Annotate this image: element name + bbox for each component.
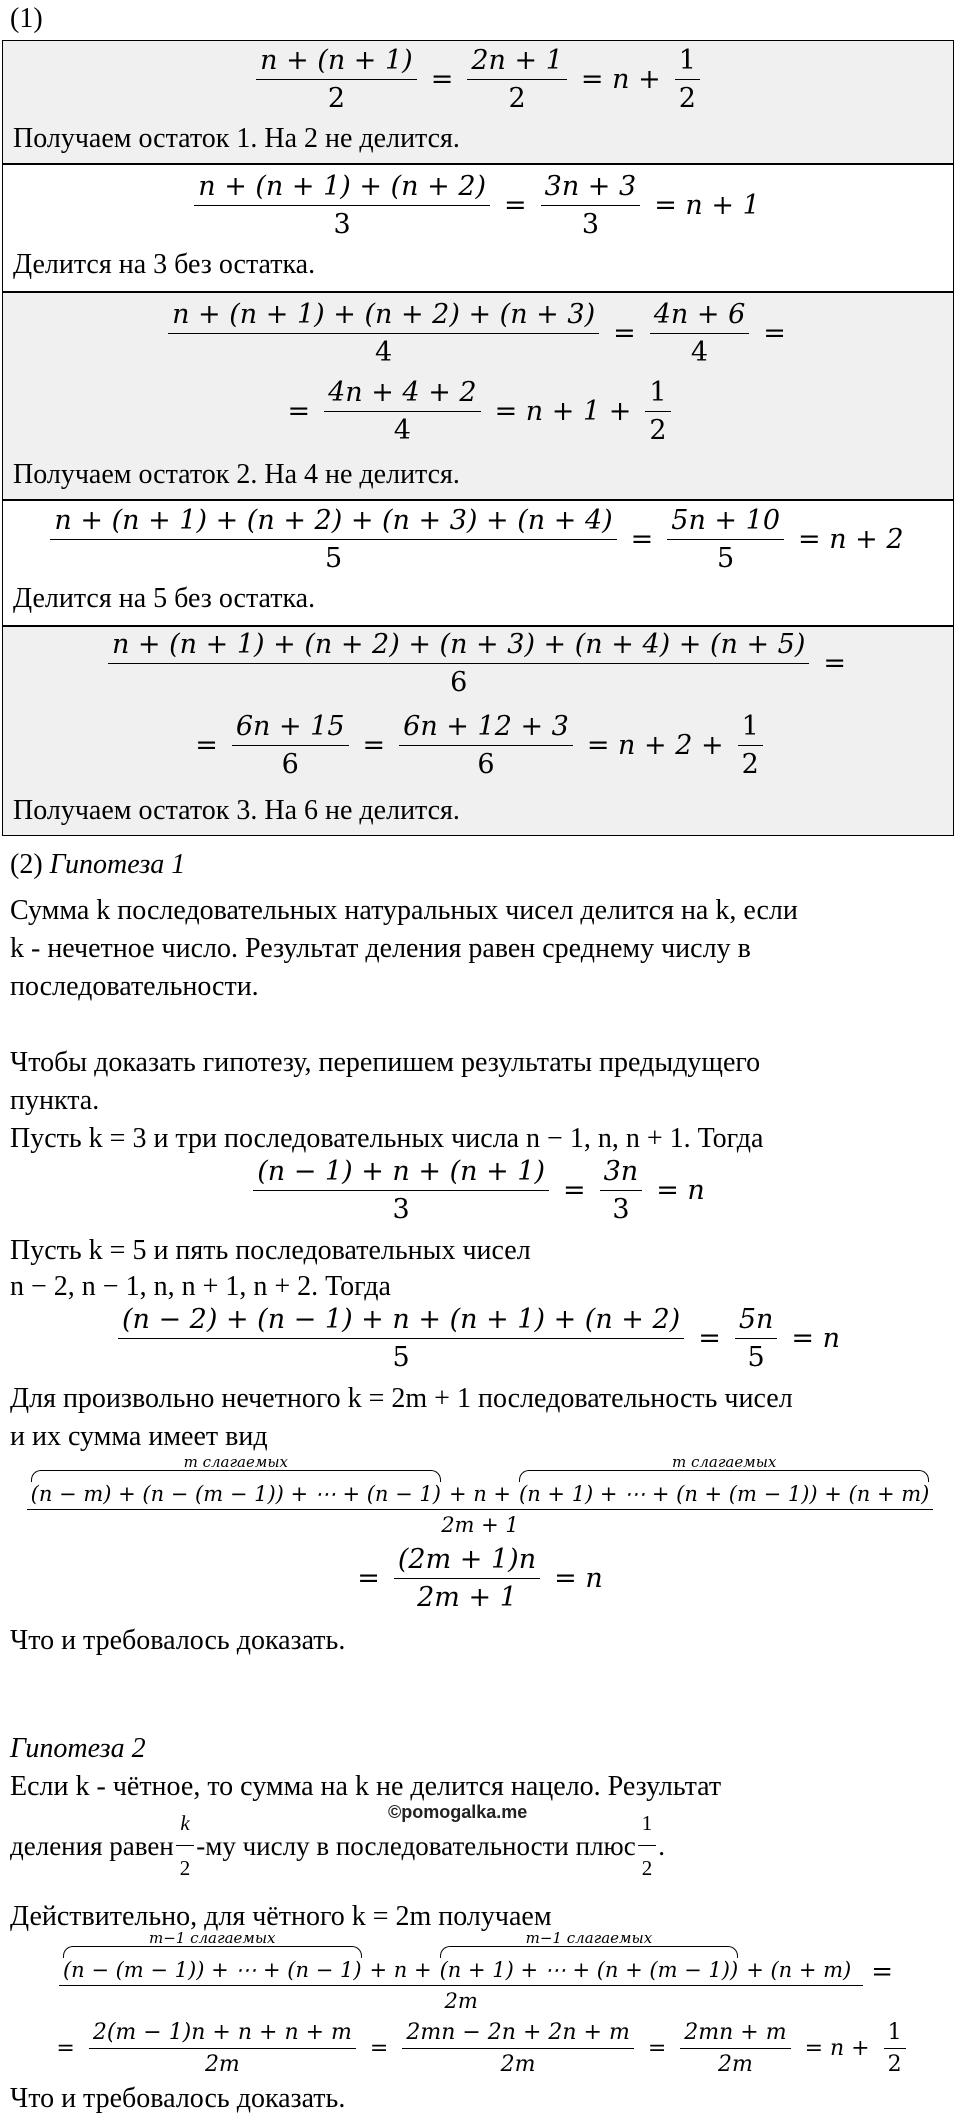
general-sum-formula: m слагаемых (n − m) + (n − (m − 1)) + ⋯ + (n − 1) + n + m слагаемых (n + 1) + ⋯ + (n + (m − 1)) + (n + m) 2m + 1	[0, 1454, 960, 1537]
prove-text-1: Чтобы доказать гипотезу, перепишем результаты предыдущего	[10, 1047, 761, 1078]
hyp1-text-2: k - нечетное число. Результат деления равен среднему числу в	[10, 933, 751, 964]
overbrace-left: m слагаемых (n − m) + (n − (m − 1)) + ⋯ + (n − 1)	[30, 1453, 441, 1506]
qed-1: Что и требовалось доказать.	[10, 1625, 346, 1656]
overbrace-left: m−1 слагаемых (n − (m − 1)) + ⋯ + (n − 1)	[62, 1929, 362, 1982]
hyp1-text-1: Сумма k последовательных натуральных чисел делится на k, если	[10, 895, 798, 926]
formula-row5a: $\frac{n + (n + 1) + (n + 2) + (n + 3) + (n + 4) + (n + 5)}{6}$ =	[3, 629, 953, 698]
formula-row4: $\frac{n + (n + 1) + (n + 2) + (n + 3) + (n + 4)}{5}$ = $\frac{5n + 10}{5}$ = n + 2	[3, 505, 953, 574]
prove-text-2: пункта.	[10, 1085, 100, 1116]
k5-line-2: n − 2, n − 1, n, n + 1, n + 2. Тогда	[10, 1271, 391, 1302]
formula-row5b: = $\frac{6n + 15}{6}$ = $\frac{6n + 12 + 3}{6}$ = n + 2 + $\frac{1}{2}$	[3, 711, 953, 780]
row3-note: Получаем остаток 2. На 4 не делится.	[13, 459, 460, 490]
qed-2: Что и требовалось доказать.	[10, 2083, 346, 2114]
even-result-formula: = $\frac{2(m - 1)n + n + n + m}{2m}$ = $\frac{2mn - 2n + 2n + m}{2m}$ = $\frac{2mn + m}{2m}$ = n + $\frac{1}{2}$	[0, 2020, 960, 2077]
k3-formula: $\frac{(n - 1) + n + (n + 1)}{3}$ = $\frac{3n}{3}$ = n	[0, 1156, 960, 1225]
table-row	[2, 40, 954, 164]
row5-note: Получаем остаток 3. На 6 не делится.	[13, 795, 460, 826]
hypothesis2-heading: Гипотеза 2	[10, 1733, 146, 1764]
overbrace-right: m слагаемых (n + 1) + ⋯ + (n + (m − 1)) + (n + m)	[519, 1453, 930, 1506]
hypothesis1-heading: (2) Гипотеза 1	[10, 849, 186, 880]
k3-line: Пусть k = 3 и три последовательных числа n − 1, n, n + 1. Тогда	[10, 1123, 764, 1154]
table-row	[2, 292, 954, 500]
k5-line-1: Пусть k = 5 и пять последовательных чисел	[10, 1235, 531, 1266]
part1-label: (1)	[10, 3, 43, 34]
formula-row3b: = $\frac{4n + 4 + 2}{4}$ = n + 1 + $\frac{1}{2}$	[3, 377, 953, 446]
table-row	[2, 626, 954, 836]
overbrace-right: m−1 слагаемых (n + 1) + ⋯ + (n + (m − 1))	[439, 1929, 739, 1982]
table-row	[2, 500, 954, 626]
row1-note: Получаем остаток 1. На 2 не делится.	[13, 123, 460, 154]
table-row	[2, 164, 954, 292]
row4-note: Делится на 5 без остатка.	[13, 583, 316, 614]
row2-note: Делится на 3 без остатка.	[13, 249, 316, 280]
formula-row2: $\frac{n + (n + 1) + (n + 2)}{3}$ = $\frac{3n + 3}{3}$ = n + 1	[3, 171, 953, 240]
formula-row1: $\frac{n + (n + 1)}{2}$ = $\frac{2n + 1}{2}$ = n + $\frac{1}{2}$	[3, 45, 953, 114]
hyp2-text-1: Если k - чётное, то сумма на k не делится нацело. Результат	[10, 1771, 722, 1802]
even-sum-formula: m−1 слагаемых (n − (m − 1)) + ⋯ + (n − 1) + n + m−1 слагаемых (n + 1) + ⋯ + (n + (m − 1)) + (n + m) 2m =	[0, 1930, 960, 2013]
general-line-2: и их сумма имеет вид	[10, 1421, 268, 1452]
k5-formula: $\frac{(n - 2) + (n - 1) + n + (n + 1) + (n + 2)}{5}$ = $\frac{5n}{5}$ = n	[0, 1304, 960, 1373]
hyp1-text-3: последовательности.	[10, 971, 259, 1002]
general-result-formula: = $\frac{(2m + 1)n}{2m + 1}$ = n	[357, 1544, 603, 1613]
even-line: Действительно, для чётного k = 2m получаем	[10, 1901, 552, 1932]
formula-row3a: $\frac{n + (n + 1) + (n + 2) + (n + 3)}{4}$ = $\frac{4n + 6}{4}$ =	[3, 299, 953, 368]
watermark: ©pomogalka.me	[388, 1802, 528, 1822]
general-line-1: Для произвольно нечетного k = 2m + 1 последовательность чисел	[10, 1383, 793, 1414]
hyp2-text-2: деления равен $\frac{k}{2}$ -му числу в последовательности плюс $\frac{1}{2}$ .	[10, 1804, 665, 1887]
